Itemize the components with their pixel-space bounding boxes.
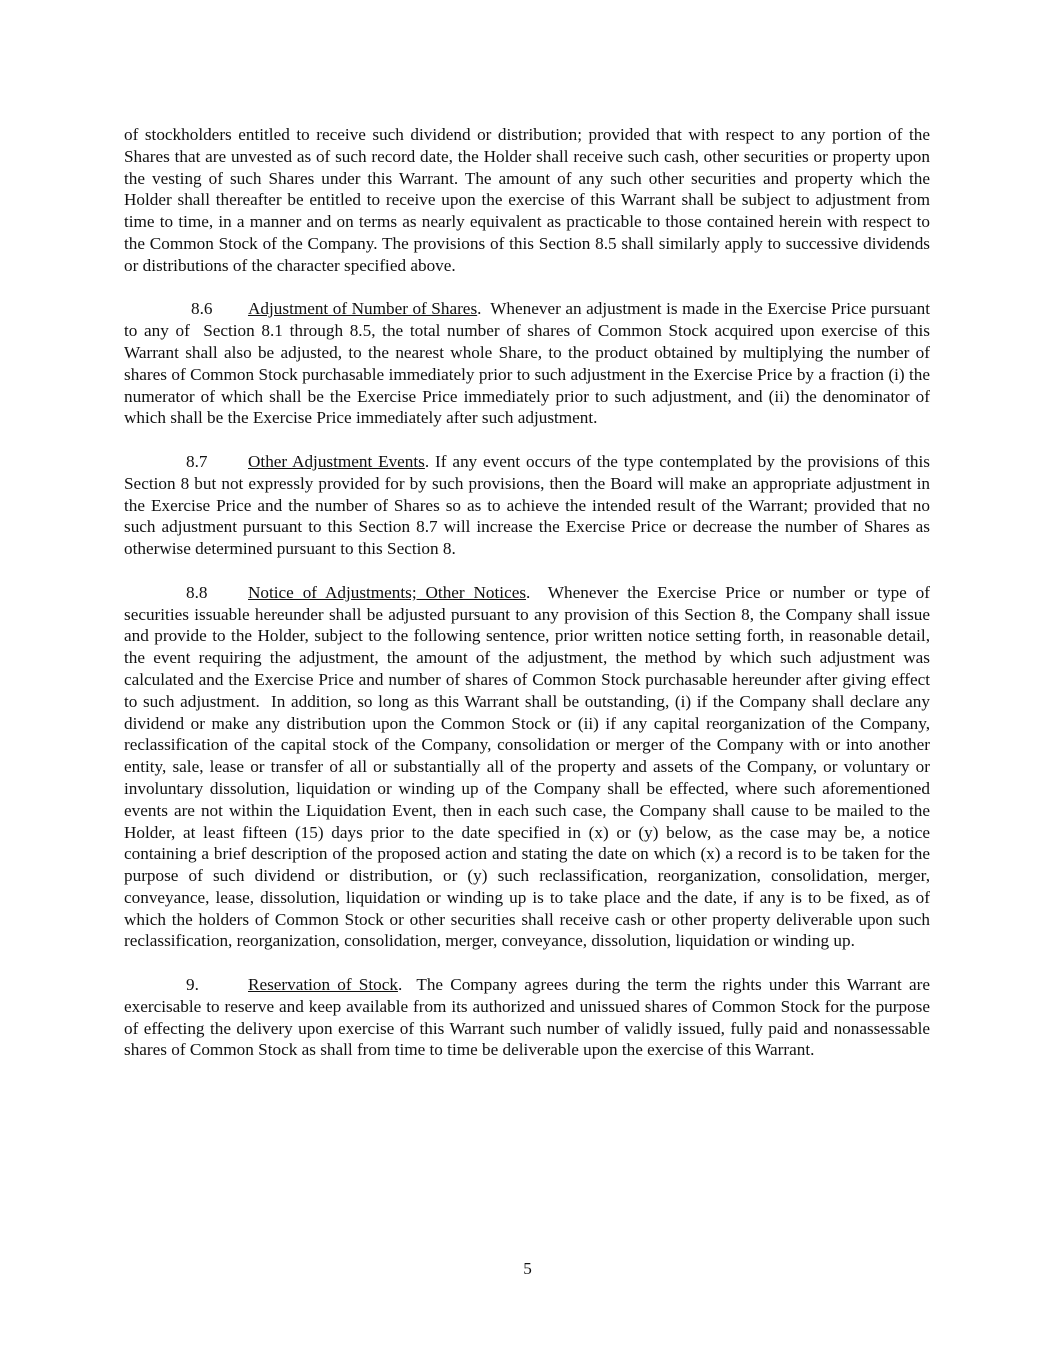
section-title: Notice of Adjustments; Other Notices [248,582,527,602]
section-text: The Company agrees during the term the rights under this Warrant are exercisable to reserve and keep available from its authorized and unissued shares of Common Stock for the purpose of effecting the delivery upon exercise of this Warrant such number of validly issued, fully paid and nonassessable shares of Common Stock as shall from time to time be deliverable upon the exercise of this Warrant. [124,975,935,1060]
section-8-8-paragraph [124,582,935,953]
section-8-6-paragraph [124,298,935,429]
section-title-punct: . [424,451,430,471]
section-title: Adjustment of Number of Shares [248,299,478,319]
intro-paragraph: of stockholders entitled to receive such dividend or distribution; provided that with respect to any portion of the Shares that are unvested as of such record date, the Holder shall receive such cash, other securities or property upon the vesting of such Shares under this Warrant. The amount of any such other securities and property which the Holder shall thereafter be entitled to receive upon the exercise of this Warrant shall be subject to adjustment from time to time, in a manner and on terms as nearly equivalent as practicable to those contained herein with respect to the Common Stock of the Company. The provisions of this Section 8.5 shall similarly apply to successive dividends or distributions of the character specified above. [124,125,930,275]
section-title: Reservation of Stock [248,975,398,995]
section-title-punct: . [397,975,403,995]
section-text: If any event occurs of the type contemplated by the provisions of this Section 8 but not expressly provided for by such provisions, then the Board will make an appropriate adjustment in the Exercise Price and the number of Shares so as to achieve the intended result of the Warrant; provided that no such adjustment pursuant to this Section 8.7 will increase the Exercise Price or decrease the number of Shares as otherwise determined pursuant to this Section 8. [124,451,930,559]
section-8-7-paragraph [124,451,930,560]
section-title-punct: . [526,582,531,602]
section-9-paragraph [124,974,935,1061]
section-number: 9. [186,975,199,995]
section-number: 8.8 [186,582,208,602]
page-number: 5 [523,1259,532,1278]
section-number: 8.6 [191,299,213,319]
section-text: Whenever an adjustment is made in the Exercise Price pursuant to any of Section 8.1 through 8.5, the total number of shares of Common Stock acquired upon exercise of this Warrant shall also be adjusted, to the nearest whole Share, to the product obtained by multiplying the number of shares of Common Stock purchasable immediately prior to such adjustment in the Exercise Price by a fraction (i) the numerator of which shall be the Exercise Price immediately prior to such adjustment, and (ii) the denominator of which shall be the Exercise Price immediately after such adjustment. [124,299,935,428]
section-title-punct: . [477,299,482,319]
section-title: Other Adjustment Events [248,451,425,471]
section-text: Whenever the Exercise Price or number or type of securities issuable hereunder shall be adjusted pursuant to any provision of this Section 8, the Company shall issue and provide to the Holder, subject to the following sentence, prior written notice setting forth, in reasonable detail, the event requiring the adjustment, the amount of the adjustment, the method by which such adjustment was calculated and the Exercise Price and number of shares of Common Stock purchasable hereunder after giving effect to such adjustment. In addition, so long as this Warrant shall be outstanding, (i) if the Company shall declare any dividend or make any distribution upon the Common Stock or (ii) if any capital reorganization of the Company, reclassification of the capital stock of the Company, consolidation or merger of the Company with or into another entity, sale, lease or transfer of all or substantially all of the property and assets of the Company, or voluntary or involuntary dissolution, liquidation or winding up of the Company shall be effected, where such aforementioned events are not within the Liquidation Event, then in each such case, the Company shall cause to be mailed to the Holder, at least fifteen (15) days prior to the date specified in (x) or (y) below, as the case may be, a notice containing a brief description of the proposed action and stating the date on which (x) a record is to be taken for the purpose of such dividend or distribution, or (y) such reclassification, reorganization, consolidation, merger, conveyance, lease, dissolution, liquidation or winding up is to take place and the date, if any is to be fixed, as of which the holders of Common Stock or other securities shall receive cash or other property deliverable upon such reclassification, reorganization, consolidation, merger, conveyance, dissolution, liquidation or winding up. [124,582,935,951]
section-number: 8.7 [186,451,208,471]
document-body [124,124,935,1083]
